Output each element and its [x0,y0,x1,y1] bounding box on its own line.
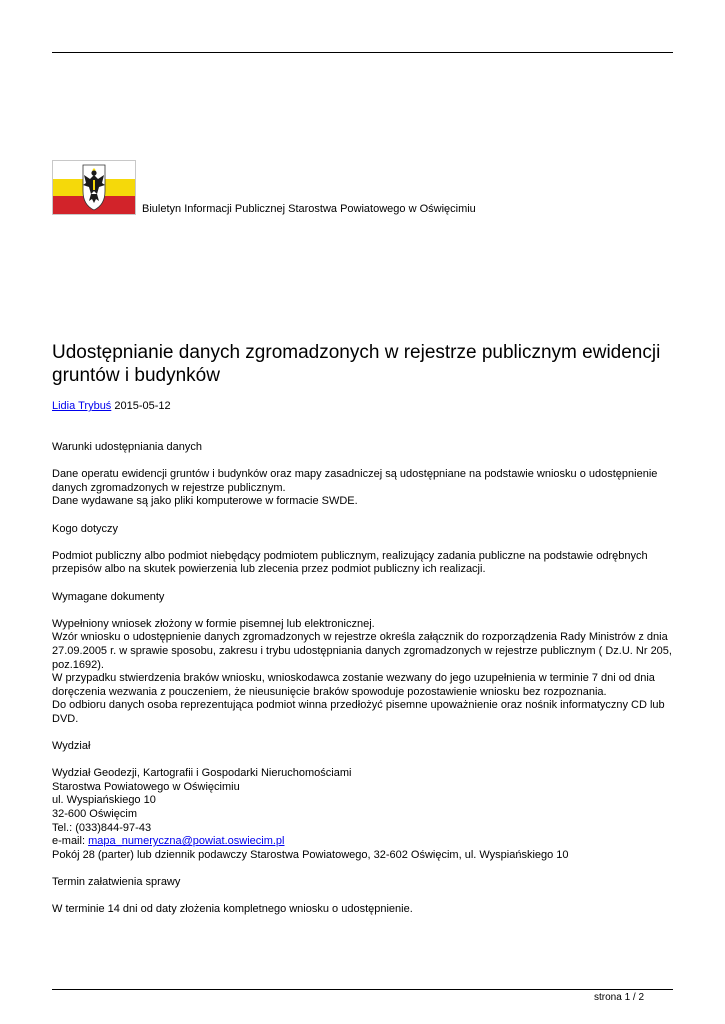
author-link[interactable]: Lidia Trybuś [52,400,112,412]
warunki-text-2: Dane wydawane są jako pliki komputerowe w formacie SWDE. [52,495,358,508]
dokumenty-line-2: Wzór wniosku o udostępnienie danych zgromadzonych w rejestrze określa załącznik do rozporządzenia Rady Ministrów z dnia 27.09.2005 r. w sprawie sposobu, zakresu i trybu udostępniania danych zgromadzonych w rejestrze publicznym ( Dz.U. Nr 205, poz.1692). [52,631,672,671]
warunki-text-1: Dane operatu ewidencji gruntów i budynków oraz mapy zasadniczej są udostępniane na podstawie wniosku o udostępnienie danych zgromadzonych w rejestrze publicznym. [52,468,658,494]
section-heading-kogo: Kogo dotyczy [52,522,119,535]
dokumenty-line-1: Wypełniony wniosek złożony w formie pisemnej lub elektronicznej. [52,617,375,630]
email-link[interactable]: mapa_numeryczna@powiat.oswiecim.pl [88,835,285,848]
termin-text: W terminie 14 dni od daty złożenia kompletnego wniosku o udostępnienie. [52,903,413,916]
kogo-text: Podmiot publiczny albo podmiot niebędący podmiotem publicznym, realizujący zadania publiczne na podstawie odrębnych przepisów albo na skutek powierzenia lub zlecenia przez podmiot publiczny ich realizacji. [52,549,648,576]
article-date: 2015-05-12 [114,400,171,412]
section-heading-wydzial: Wydział [52,740,91,753]
dokumenty-line-4: Do odbioru danych osoba reprezentująca podmiot winna przedłożyć pisemne upoważnienie oraz nośnik informatyczny CD lub DVD. [52,699,665,725]
dokumenty-line-3: W przypadku stwierdzenia braków wniosku, wnioskodawca zostanie wezwany do jego uzupełnienia w terminie 7 dni od dnia doręczenia wezwania z pouczeniem, że nieusunięcie braków spowoduje pozostawienie wniosku bez rozpoznania. [52,672,655,698]
wydzial-paragraph [52,767,677,862]
page-number: strona 1 / 2 [594,992,645,1003]
wydzial-line-4: 32-600 Oświęcim [52,808,137,821]
section-heading-dokumenty: Wymagane dokumenty [52,590,165,603]
wydzial-pokoj: Pokój 28 (parter) lub dziennik podawczy Starostwa Powiatowego, 32-602 Oświęcim, ul. Wyspiańskiego 10 [52,848,569,861]
bottom-rule [52,989,673,990]
dokumenty-paragraph [52,618,677,727]
top-rule [52,52,673,53]
section-heading-termin: Termin załatwienia sprawy [52,876,181,888]
coat-of-arms-icon [53,161,135,214]
warunki-paragraph [52,468,677,509]
coat-of-arms-logo [52,160,136,215]
wydzial-line-2: Starostwa Powiatowego w Oświęcimiu [52,780,240,793]
wydzial-line-3: ul. Wyspiańskiego 10 [52,794,156,807]
section-heading-warunki: Warunki udostępniania danych [52,441,203,453]
article-content [52,441,677,930]
bip-title: Biuletyn Informacji Publicznej Starostwa Powiatowego w Oświęcimiu [142,203,476,215]
wydzial-line-1: Wydział Geodezji, Kartografii i Gospodarki Nieruchomościami [52,767,352,780]
email-label: e-mail: [52,835,89,848]
wydzial-tel: Tel.: (033)844-97-43 [52,821,152,834]
page-title: Udostępnianie danych zgromadzonych w rejestrze publicznym ewidencji gruntów i budynków [52,342,661,386]
article-meta [52,400,171,413]
